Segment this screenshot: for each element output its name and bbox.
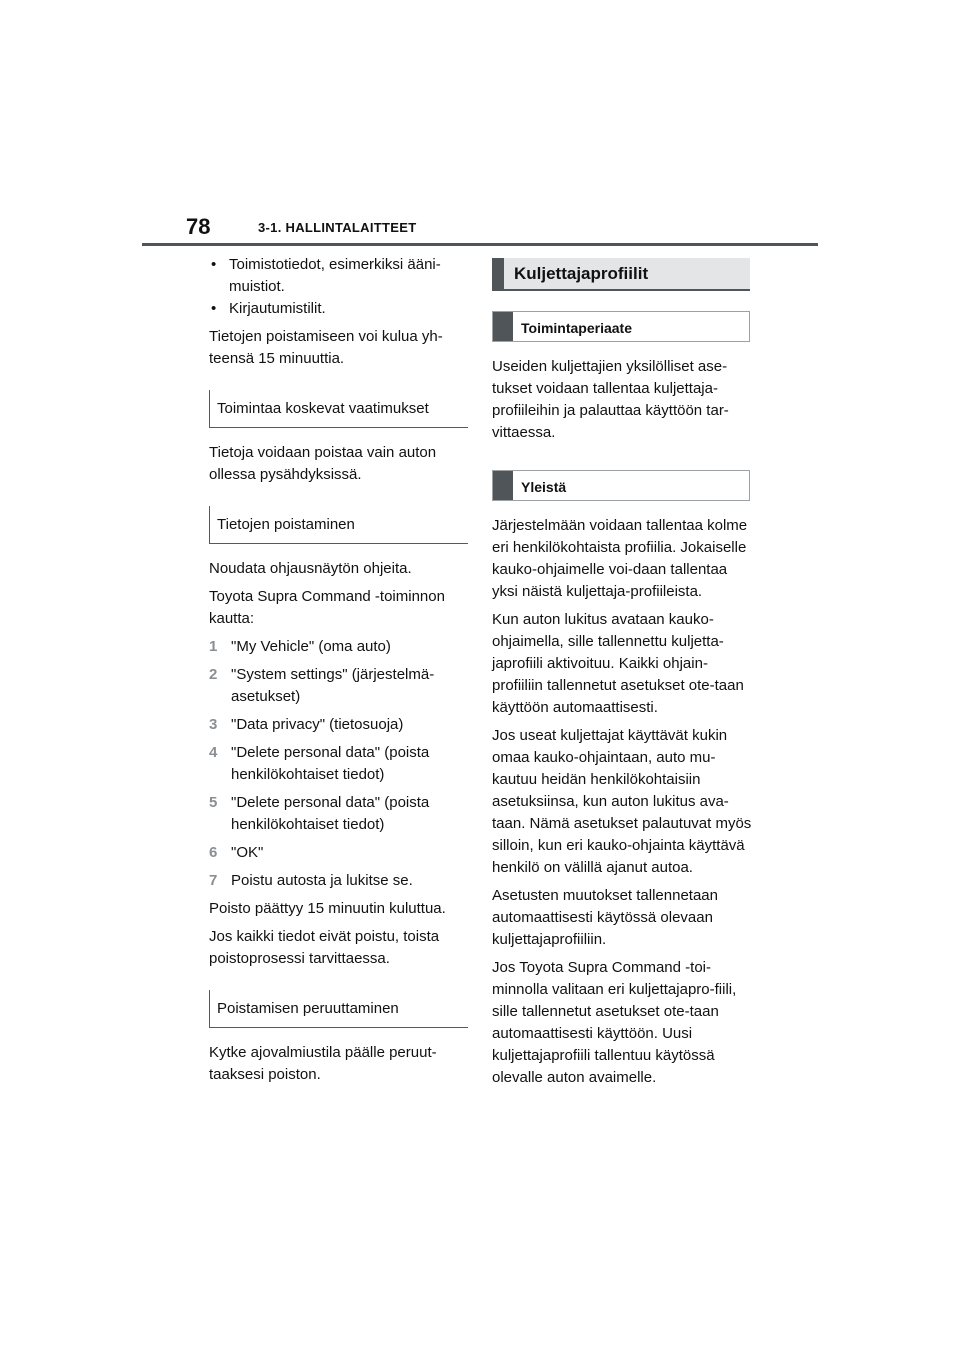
step-item xyxy=(209,714,469,736)
after-paragraph-2: Jos kaikki tiedot eivät poistu, toista poistoprosessi tarvittaessa. xyxy=(209,928,440,967)
general-paragraph: Kun auton lukitus avataan kauko-ohjaimella, sille tallennettu kuljetta-japrofiili aktivoituu. Kaikki ohjain-profiiliin tallennetut asetukset ote-taan käyttöön automaattisesti. xyxy=(492,611,744,716)
step-text: "OK" xyxy=(231,844,264,861)
after-paragraph-1: Poisto päättyy 15 minuutin kuluttua. xyxy=(209,900,446,917)
bullet-dot: • xyxy=(211,256,217,273)
step-text: "Delete personal data" (poista henkilökohtaiset tiedot) xyxy=(231,794,430,833)
step-text: "My Vehicle" (oma auto) xyxy=(231,638,391,655)
section-title: 3-1. HALLINTALAITTEET xyxy=(258,220,417,235)
step-number: 4 xyxy=(209,744,218,761)
requirements-heading: Toimintaa koskevat vaatimukset xyxy=(209,390,468,428)
principle-heading xyxy=(492,311,750,342)
heading-accent-bar xyxy=(492,258,504,289)
general-heading xyxy=(492,470,750,501)
step-item xyxy=(209,636,469,658)
bullet-text: Kirjautumistilit. xyxy=(229,300,326,317)
step-number: 6 xyxy=(209,844,218,861)
bullet-dot: • xyxy=(211,300,217,317)
intro-paragraph: Tietojen poistamiseen voi kulua yh-teensä 15 minuuttia. xyxy=(209,328,443,367)
general-paragraph: Asetusten muutokset tallennetaan automaattisesti käytössä olevaan kuljettajaprofiiliin. xyxy=(492,887,718,948)
delete-paragraph-1: Noudata ohjausnäytön ohjeita. xyxy=(209,560,412,577)
general-title: Yleistä xyxy=(521,479,567,495)
step-item xyxy=(209,870,469,892)
step-number: 3 xyxy=(209,716,218,733)
driver-profiles-title: Kuljettajaprofiilit xyxy=(514,264,649,283)
requirements-paragraph: Tietoja voidaan poistaa vain auton ollessa pysähdyksissä. xyxy=(209,444,437,483)
heading-accent-bar xyxy=(493,471,513,500)
step-item xyxy=(209,742,469,786)
general-paragraph: Jos Toyota Supra Command -toi-minnolla valitaan eri kuljettajapro-fiili, sille tallennetut asetukset ote-taan automaattisesti käyttöön. Uusi kuljettajaprofiili tallentuu käytössä olevalle auton avaimelle. xyxy=(492,959,737,1086)
step-text: "System settings" (järjestelmä-asetukset) xyxy=(231,666,435,705)
delete-paragraph-2: Toyota Supra Command -toiminnon kautta: xyxy=(209,588,445,627)
step-text: "Data privacy" (tietosuoja) xyxy=(231,716,404,733)
step-text: Poistu autosta ja lukitse se. xyxy=(231,872,413,889)
left-column xyxy=(209,254,469,1092)
step-item xyxy=(209,842,469,864)
bullet-text: Toimistotiedot, esimerkiksi ääni-muistiot. xyxy=(229,256,441,295)
step-item xyxy=(209,664,469,708)
driver-profiles-heading xyxy=(492,258,750,291)
principle-title: Toimintaperiaate xyxy=(521,320,632,336)
cancel-paragraph: Kytke ajovalmiustila päälle peruut-taaksesi poiston. xyxy=(209,1044,437,1083)
header-divider xyxy=(142,243,818,246)
step-number: 7 xyxy=(209,872,218,889)
heading-accent-bar xyxy=(493,312,513,341)
principle-paragraph: Useiden kuljettajien yksilölliset ase-tukset voidaan tallentaa kuljettaja-profiileihin ja palauttaa käyttöön tar-vittaessa. xyxy=(492,358,729,441)
step-text: "Delete personal data" (poista henkilökohtaiset tiedot) xyxy=(231,744,430,783)
step-number: 1 xyxy=(209,638,218,655)
bullet-item xyxy=(209,254,469,298)
general-paragraph: Järjestelmään voidaan tallentaa kolme eri henkilökohtaista profiilia. Jokaiselle kauko-ohjaimelle voi-daan tallentaa yksi näistä kuljettaja-profiileista. xyxy=(492,517,748,600)
step-item xyxy=(209,792,469,836)
bullet-item xyxy=(209,298,469,320)
step-number: 2 xyxy=(209,666,218,683)
step-number: 5 xyxy=(209,794,218,811)
cancel-heading: Poistamisen peruuttaminen xyxy=(209,990,468,1028)
page-number: 78 xyxy=(186,214,211,239)
delete-heading: Tietojen poistaminen xyxy=(209,506,468,544)
general-paragraph: Jos useat kuljettajat käyttävät kukin omaa kauko-ohjaintaan, auto mu-kautuu heidän henkilökohtaisiin asetuksiinsa, kun auton lukitus ava-taan. Nämä asetukset palautuvat myös silloin, kun eri kauko-ohjainta käyttävä henkilö on välillä ajanut autoa. xyxy=(492,727,752,876)
right-column xyxy=(492,254,752,1095)
